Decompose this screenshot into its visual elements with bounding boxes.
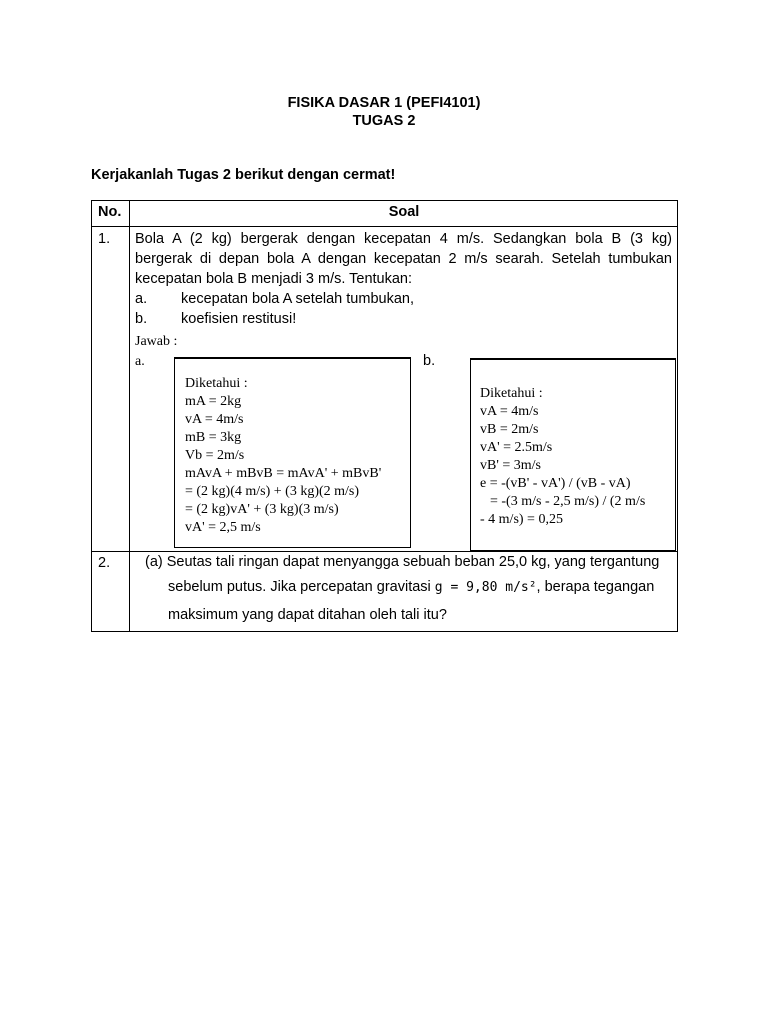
question-1-text xyxy=(135,229,672,289)
question-1-line: Bola A (2 kg) bergerak dengan kecepatan 4 m/s. Sedangkan bola B (3 kg) xyxy=(135,231,672,247)
column-header-soal: Soal xyxy=(388,204,420,220)
answer-a-line: mA = 2kg xyxy=(185,394,242,409)
gravity-formula: g = 9,80 m/s² xyxy=(434,580,537,595)
answer-a-line: vA' = 2,5 m/s xyxy=(185,520,261,535)
answer-b-box xyxy=(470,358,676,551)
answer-a-line: = (2 kg)vA' + (3 kg)(3 m/s) xyxy=(185,502,339,517)
questions-table xyxy=(91,200,678,632)
answer-b-line: vB' = 3m/s xyxy=(480,458,541,473)
answer-b-line: Diketahui : xyxy=(480,386,543,401)
answer-a-line: vA = 4m/s xyxy=(185,412,244,427)
column-divider xyxy=(129,201,130,631)
answer-b-line: e = -(vB' - vA') / (vB - vA) xyxy=(480,476,631,491)
question-2-line-2 xyxy=(168,577,654,598)
header-divider xyxy=(92,226,677,227)
answer-a-line: = (2 kg)(4 m/s) + (3 kg)(2 m/s) xyxy=(185,484,360,499)
answer-a-line: mB = 3kg xyxy=(185,430,242,445)
column-header-no: No. xyxy=(98,204,122,220)
answer-a-label: a. xyxy=(135,354,145,369)
row-number-2: 2. xyxy=(98,555,111,571)
question-1-line: bergerak di depan bola A dengan kecepatan 2 m/s searah. Setelah tumbukan xyxy=(135,251,672,267)
answer-a-line: mAvA + mBvB = mAvA' + mBvB' xyxy=(185,466,382,481)
question-2-line: (a) Seutas tali ringan dapat menyangga sebuah beban 25,0 kg, yang tergantung xyxy=(145,554,660,570)
option-a-label: a. xyxy=(135,291,148,307)
option-b-text: koefisien restitusi! xyxy=(181,311,297,327)
option-a-text: kecepatan bola A setelah tumbukan, xyxy=(181,291,414,307)
document-title: FISIKA DASAR 1 (PEFI4101) xyxy=(287,95,481,111)
answer-b-line: vB = 2m/s xyxy=(480,422,539,437)
answer-b-line: vA' = 2.5m/s xyxy=(480,440,553,455)
answer-b-label: b. xyxy=(423,353,436,369)
option-b-label: b. xyxy=(135,311,148,327)
answer-b-line: vA = 4m/s xyxy=(480,404,539,419)
answer-a-line: Vb = 2m/s xyxy=(185,448,245,463)
row-number-1: 1. xyxy=(98,231,111,247)
answer-b-line: - 4 m/s) = 0,25 xyxy=(480,512,563,527)
answer-a-box xyxy=(174,357,411,548)
question-2-line: maksimum yang dapat ditahan oleh tali itu? xyxy=(168,607,447,623)
answer-a-line: Diketahui : xyxy=(185,376,248,391)
document-subtitle: TUGAS 2 xyxy=(352,113,416,129)
question-2-text: sebelum putus. Jika percepatan gravitasi xyxy=(168,579,431,595)
question-1-line: kecepatan bola B menjadi 3 m/s. Tentukan: xyxy=(135,271,413,287)
answer-label: Jawab : xyxy=(135,334,178,349)
answer-b-line: = -(3 m/s - 2,5 m/s) / (2 m/s xyxy=(490,494,646,509)
question-2-text: , berapa tegangan xyxy=(536,579,655,595)
instruction-text: Kerjakanlah Tugas 2 berikut dengan cermat! xyxy=(91,167,396,183)
